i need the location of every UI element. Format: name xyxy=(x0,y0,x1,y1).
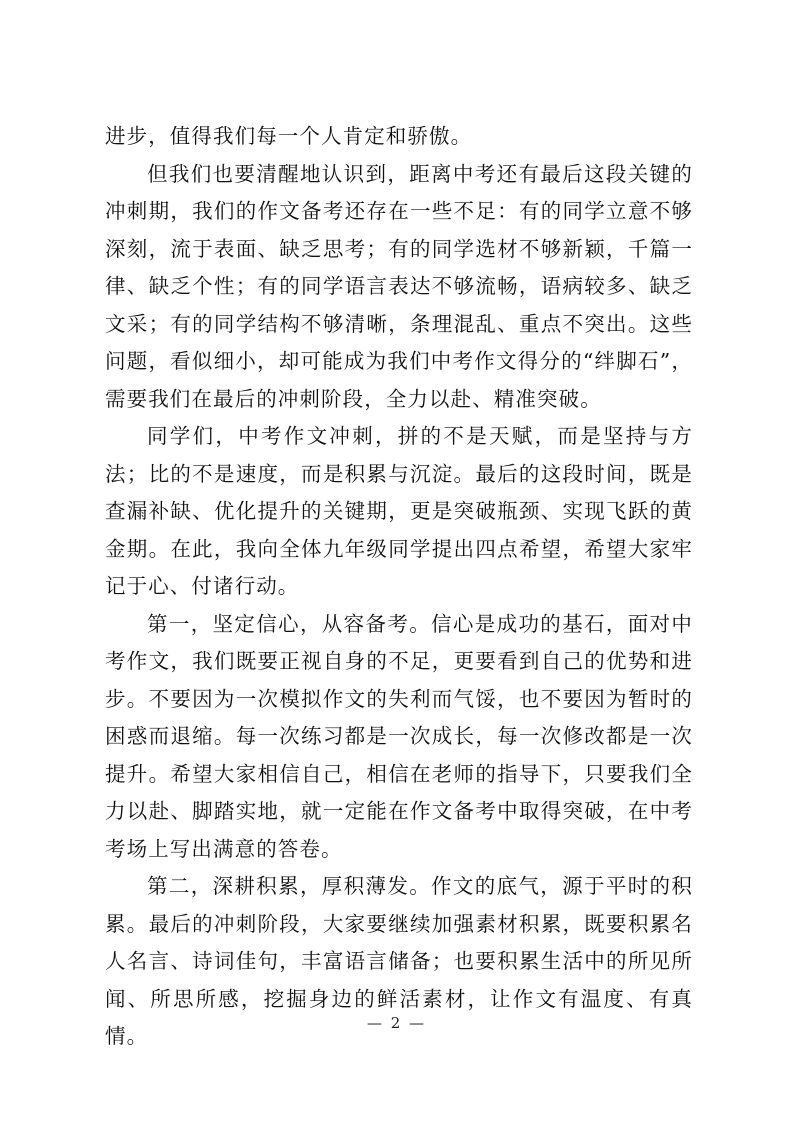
paragraph-second-hope: 第二，深耕积累，厚积薄发。作文的底气，源于平时的积累。最后的冲刺阶段，大家要继续加强素材积累，既要积累名人名言、诗词佳句，丰富语言储备；也要积累生活中的所见所闻、所思所感，挖掘身边的鲜活素材，让作文有温度、有真情。 xyxy=(105,874,693,1048)
paragraph-continuation: 进步，值得我们每一个人肯定和骄傲。 xyxy=(105,124,473,148)
page-number: — 2 — xyxy=(366,1014,427,1032)
document-body xyxy=(105,118,693,1056)
paragraph-four-hopes-intro: 同学们，中考作文冲刺，拼的不是天赋，而是坚持与方法；比的不是速度，而是积累与沉淀。最后的这段时间，既是查漏补缺、优化提升的关键期，更是突破瓶颈、实现飞跃的黄金期。在此，我向全体九年级同学提出四点希望，希望大家牢记于心、付诸行动。 xyxy=(105,424,693,598)
paragraph-shortcomings: 但我们也要清醒地认识到，距离中考还有最后这段关键的冲刺期，我们的作文备考还存在一些不足：有的同学立意不够深刻，流于表面、缺乏思考；有的同学选材不够新颖，千篇一律、缺乏个性；有的同学语言表达不够流畅，语病较多、缺乏文采；有的同学结构不够清晰，条理混乱、重点不突出。这些问题，看似细小，却可能成为我们中考作文得分的“绊脚石”，需要我们在最后的冲刺阶段，全力以赴、精准突破。 xyxy=(105,161,693,411)
paragraph-first-hope: 第一，坚定信心，从容备考。信心是成功的基石，面对中考作文，我们既要正视自身的不足，更要看到自己的优势和进步。不要因为一次模拟作文的失利而气馁，也不要因为暂时的困惑而退缩。每一次练习都是一次成长，每一次修改都是一次提升。希望大家相信自己，相信在老师的指导下，只要我们全力以赴、脚踏实地，就一定能在作文备考中取得突破，在中考考场上写出满意的答卷。 xyxy=(105,611,693,861)
